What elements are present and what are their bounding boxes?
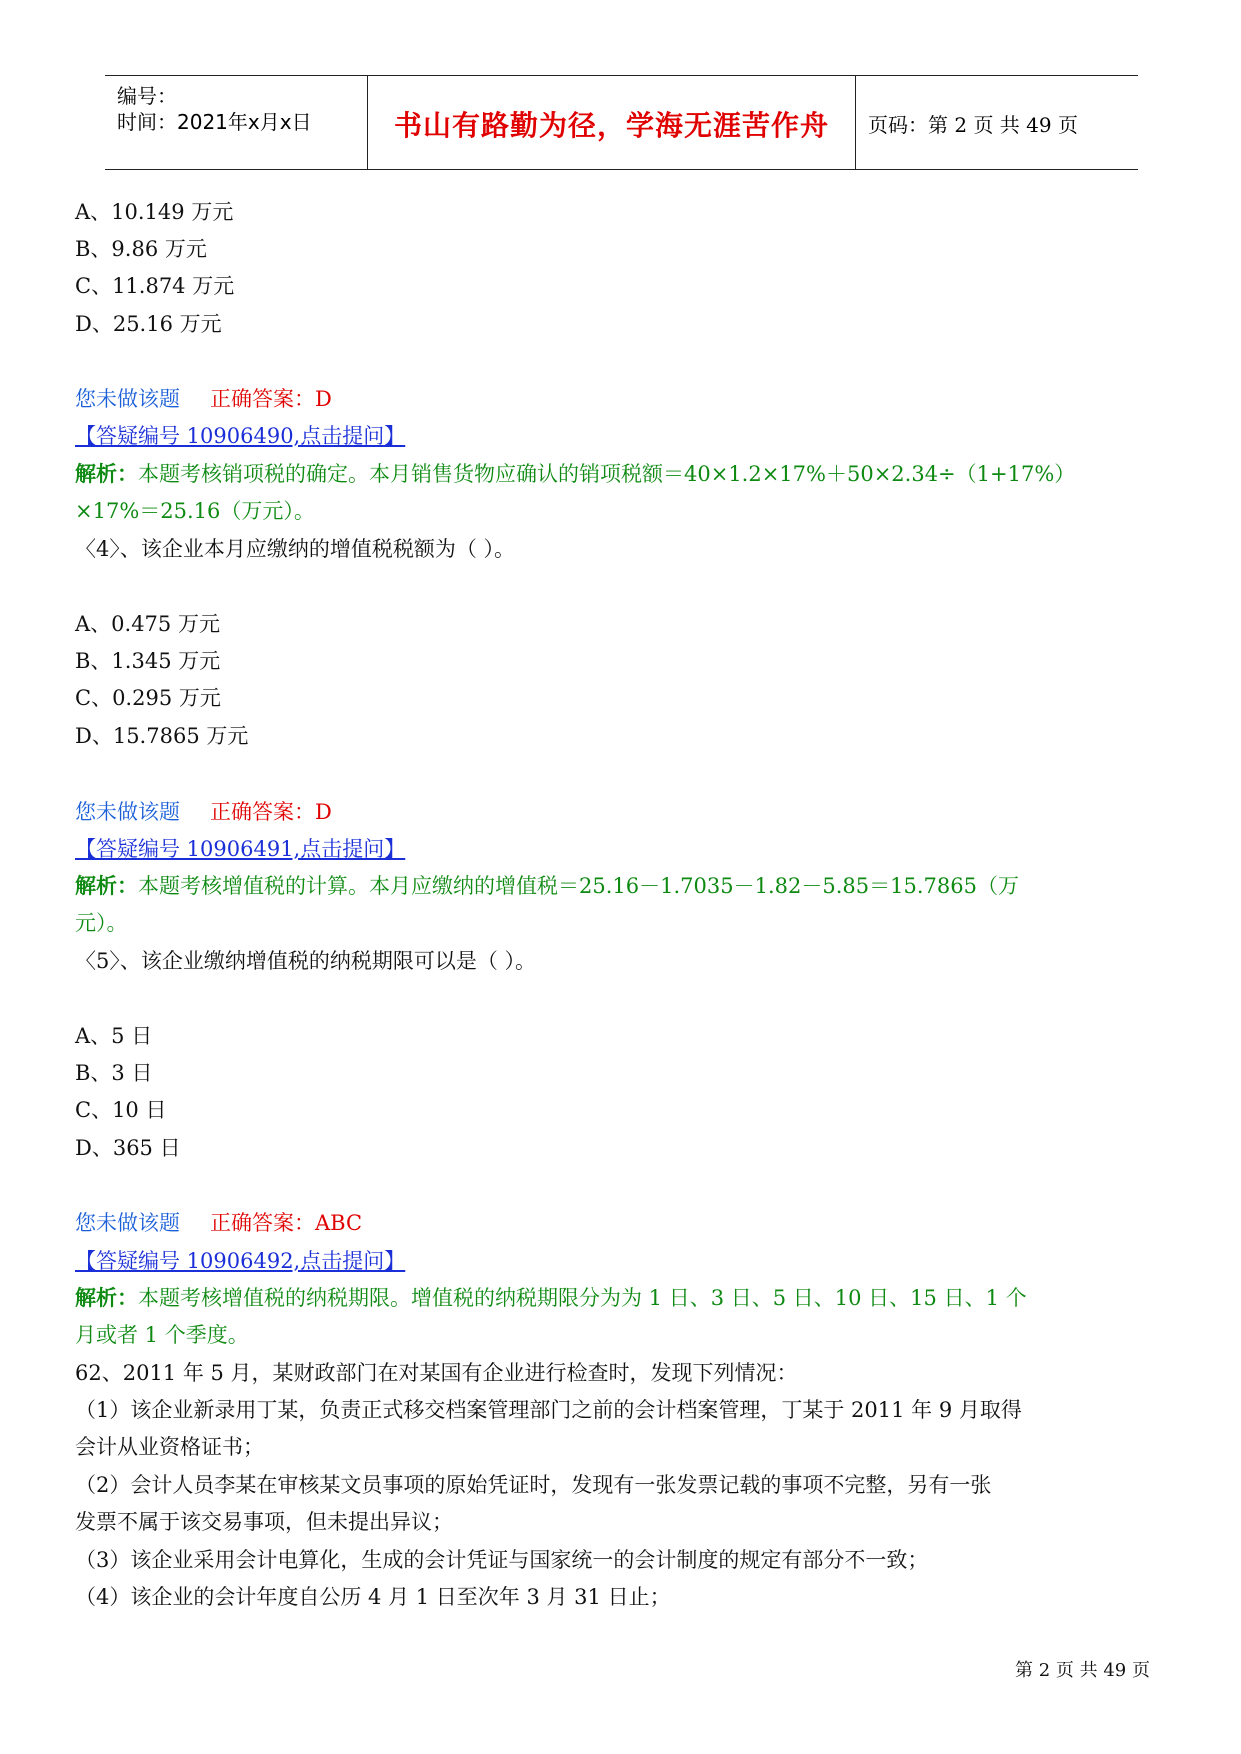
answer-row	[75, 384, 332, 414]
case-item: （2）会计人员李某在审核某文员事项的原始凭证时，发现有一张发票记载的事项不完整，另有一张	[75, 1473, 992, 1497]
status-text: 您未做该题	[75, 387, 180, 411]
case-question: 62、2011 年 5 月，某财政部门在对某国有企业进行检查时，发现下列情况：	[75, 1361, 798, 1385]
qa-link[interactable]: 【答疑编号 10906490,点击提问】	[75, 424, 406, 448]
qa-link[interactable]: 【答疑编号 10906492,点击提问】	[75, 1249, 406, 1273]
analysis-line	[75, 459, 1075, 489]
header-right-cell	[854, 76, 1138, 169]
analysis-label: 解析：	[75, 1285, 138, 1310]
correct-answer: 正确答案：ABC	[210, 1211, 363, 1235]
option-d: D、365 日	[75, 1136, 181, 1160]
case-item: （4）该企业的会计年度自公历 4 月 1 日至次年 3 月 31 日止；	[75, 1585, 671, 1609]
option-a: A、5 日	[75, 1024, 153, 1048]
analysis-line	[75, 871, 1019, 901]
option-c: C、10 日	[75, 1098, 167, 1122]
option-b: B、9.86 万元	[75, 237, 207, 261]
analysis-text: 本题考核增值税的计算。本月应缴纳的增值税＝25.16－1.7035－1.82－5.85＝15.7865（万	[138, 874, 1019, 898]
header-left-cell	[105, 76, 367, 169]
qa-row	[75, 421, 405, 451]
option-d: D、15.7865 万元	[75, 724, 249, 748]
option-c: C、11.874 万元	[75, 274, 235, 298]
header-motto: 书山有路勤为径，学海无涯苦作舟	[393, 109, 829, 142]
correct-answer: 正确答案：D	[210, 800, 332, 824]
option-a: A、0.475 万元	[75, 612, 220, 636]
qa-row	[75, 834, 405, 864]
analysis-line-cont: ×17%＝25.16（万元）。	[75, 499, 315, 523]
page-header	[105, 75, 1138, 170]
answer-row	[75, 797, 332, 827]
correct-answer: 正确答案：D	[210, 387, 332, 411]
question-text: 〈5〉、该企业缴纳增值税的纳税期限可以是（ ）。	[75, 949, 537, 973]
number-label: 编号：	[117, 84, 177, 108]
time-label: 时间：2021年x月x日	[117, 110, 312, 134]
qa-row	[75, 1246, 405, 1276]
header-middle-cell	[367, 76, 856, 169]
case-item-cont: 会计从业资格证书；	[75, 1435, 264, 1459]
analysis-label: 解析：	[75, 873, 138, 898]
page-footer: 第 2 页 共 49 页	[1015, 1660, 1150, 1681]
case-item: （3）该企业采用会计电算化，生成的会计凭证与国家统一的会计制度的规定有部分不一致；	[75, 1548, 929, 1572]
analysis-text: 本题考核增值税的纳税期限。增值税的纳税期限分为为 1 日、3 日、5 日、10 日、15 日、1 个	[138, 1286, 1027, 1310]
option-d: D、25.16 万元	[75, 312, 222, 336]
header-page-label: 页码：第 2 页 共 49 页	[868, 113, 1078, 137]
analysis-line-cont: 元）。	[75, 911, 128, 935]
question-text: 〈4〉、该企业本月应缴纳的增值税税额为（ ）。	[75, 537, 516, 561]
analysis-label: 解析：	[75, 461, 138, 486]
status-text: 您未做该题	[75, 1211, 180, 1235]
option-b: B、3 日	[75, 1061, 153, 1085]
analysis-line-cont: 月或者 1 个季度。	[75, 1323, 249, 1347]
status-text: 您未做该题	[75, 800, 180, 824]
option-c: C、0.295 万元	[75, 686, 221, 710]
qa-link[interactable]: 【答疑编号 10906491,点击提问】	[75, 837, 406, 861]
option-b: B、1.345 万元	[75, 649, 221, 673]
analysis-text: 本题考核销项税的确定。本月销售货物应确认的销项税额＝40×1.2×17%＋50×2.34÷（1+17%）	[138, 462, 1076, 486]
case-item-cont: 发票不属于该交易事项，但未提出异议；	[75, 1510, 453, 1534]
answer-row	[75, 1208, 362, 1238]
case-item: （1）该企业新录用丁某，负责正式移交档案管理部门之前的会计档案管理，丁某于 2011 年 9 月取得	[75, 1398, 1022, 1422]
analysis-line	[75, 1283, 1027, 1313]
option-a: A、10.149 万元	[75, 200, 234, 224]
